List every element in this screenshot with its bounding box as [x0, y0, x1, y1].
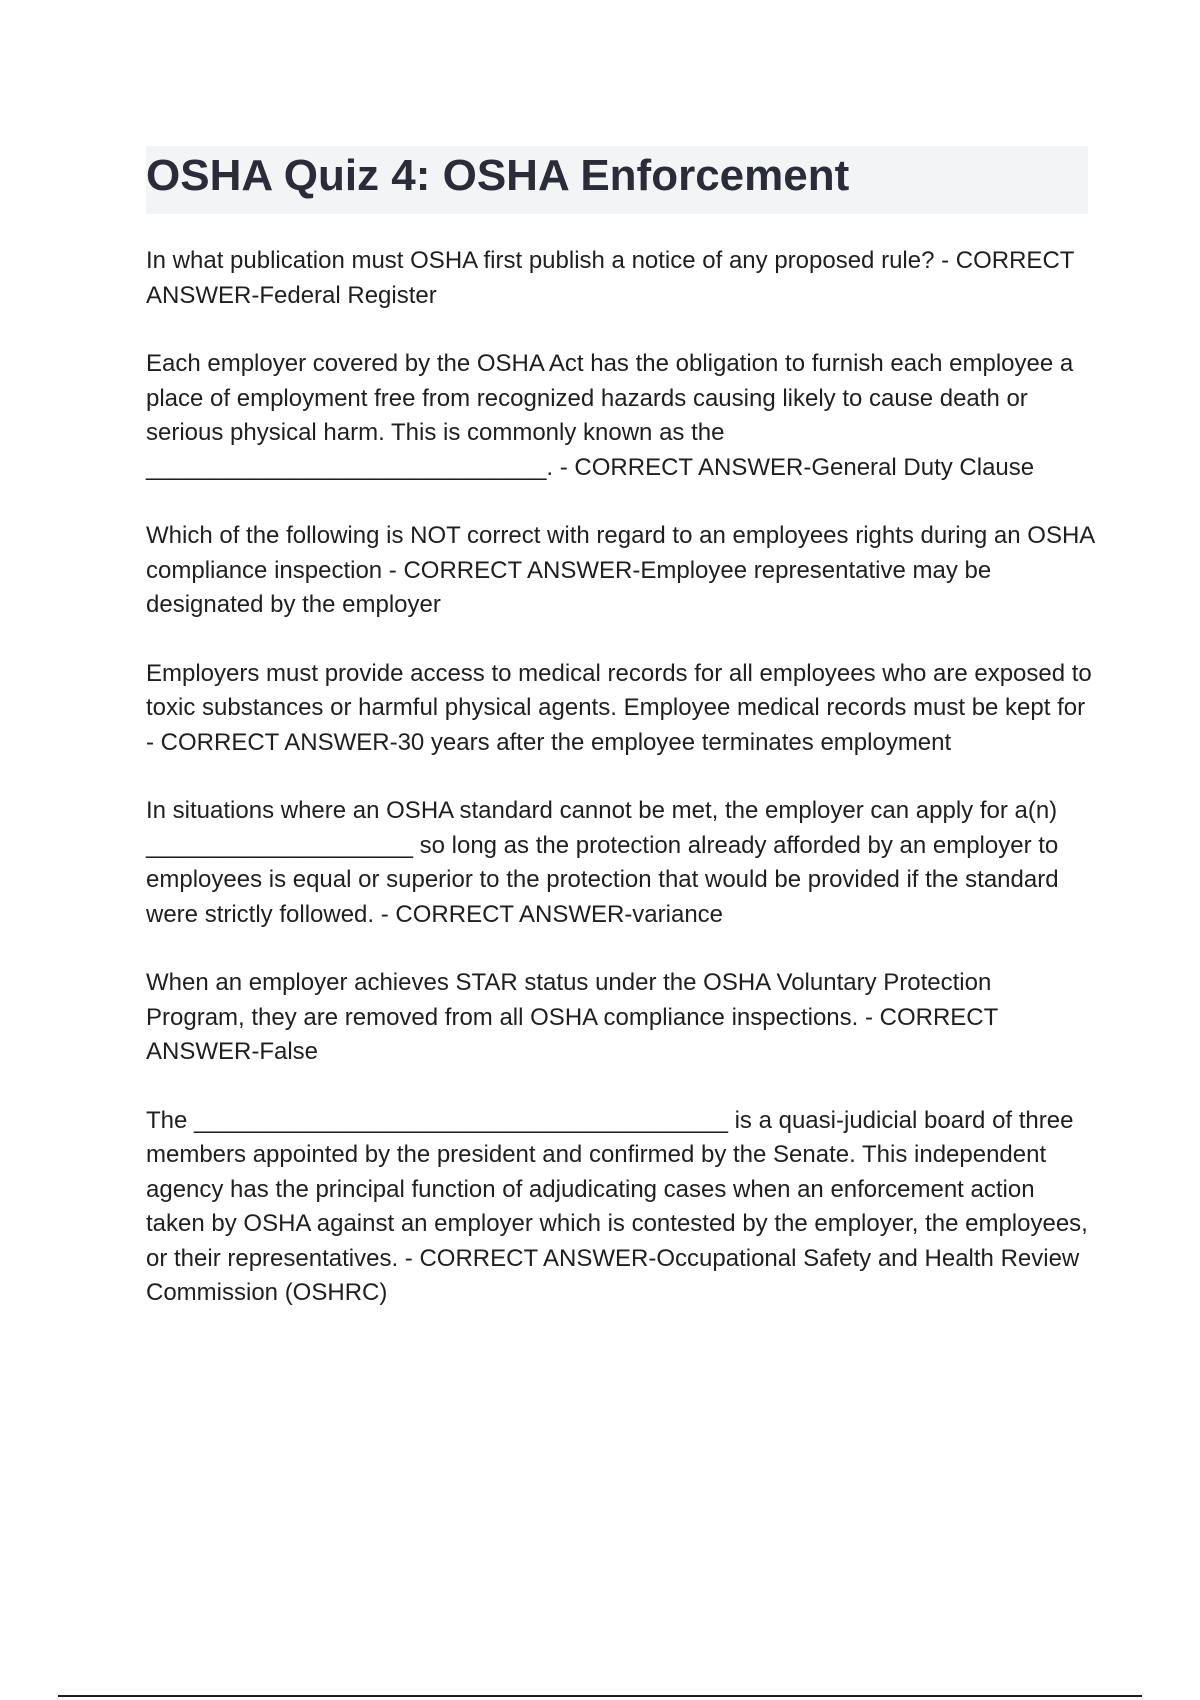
- qa-item-7: The ________________________________________ is a quasi-judicial board of three members appointed by the president and confirmed by the Senate. This independent agency has the principal function of adjudicating cases when an enforcement action taken by OSHA against an employer which is contested by the employer, the employees, or their representatives. - CORRECT ANSWER-Occupational Safety and Health Review Commission (OSHRC): [146, 1106, 1088, 1306]
- qa-item-6: When an employer achieves STAR status under the OSHA Voluntary Protection Program, they are removed from all OSHA compliance inspections. - CORRECT ANSWER-False: [146, 969, 998, 1065]
- document-title: OSHA Quiz 4: OSHA Enforcement: [146, 151, 850, 200]
- title-banner: [146, 146, 1088, 214]
- qa-item-4: Employers must provide access to medical records for all employees who are exposed to toxic substances or harmful physical agents. Employee medical records must be kept for - CORRECT ANSWER-30 years after the employee terminates employment: [146, 659, 1092, 756]
- qa-item-1: In what publication must OSHA first publish a notice of any proposed rule? - CORRECT ANSWER-Federal Register: [146, 247, 1074, 309]
- qa-item-2: Each employer covered by the OSHA Act has the obligation to furnish each employee a place of employment free from recognized hazards causing likely to cause death or serious physical harm. This is commonly known as the ______________________________. - CORRECT ANSWER-General Duty Clause: [146, 350, 1074, 481]
- qa-list: [146, 244, 1096, 1345]
- qa-item-5: In situations where an OSHA standard cannot be met, the employer can apply for a(n) ____________________ so long as the protection already afforded by an employer to employees is equal or superior to the protection that would be provided if the standard were strictly followed. - CORRECT ANSWER-variance: [146, 797, 1059, 928]
- qa-item-3: Which of the following is NOT correct with regard to an employees rights during an OSHA compliance inspection - CORRECT ANSWER-Employee representative may be designated by the employer: [146, 522, 1094, 618]
- footer-divider: [58, 1695, 1142, 1697]
